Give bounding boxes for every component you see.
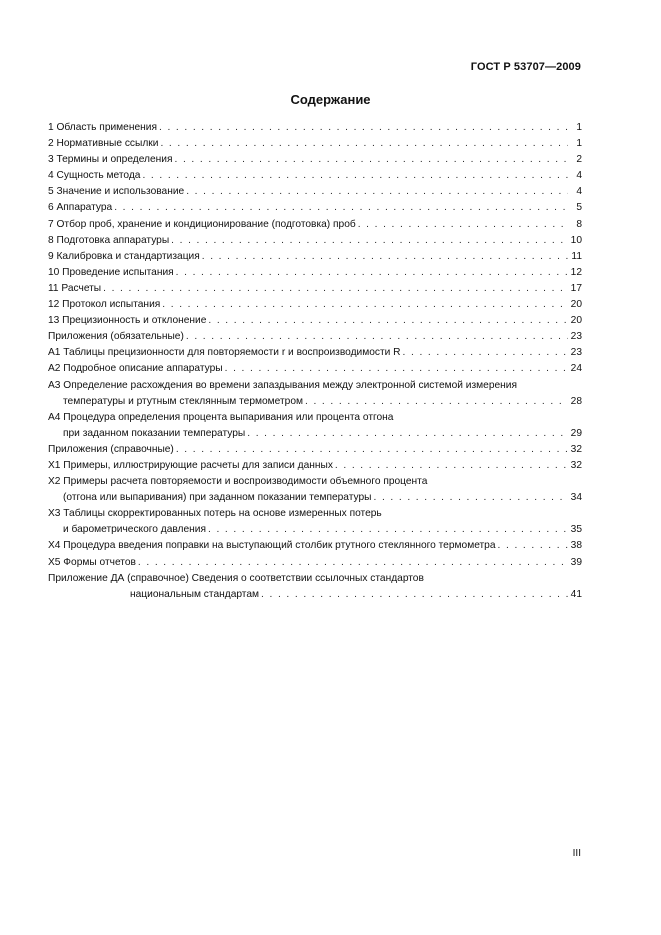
toc-leader-dots (373, 490, 568, 506)
toc-entry[interactable] (48, 538, 582, 554)
toc-leader-dots (160, 136, 568, 152)
toc-entry-page: 4 (576, 170, 582, 182)
toc-entry[interactable] (48, 378, 582, 410)
toc-leader-dots (202, 249, 568, 265)
toc-entry-title-continuation: температуры и ртутным стеклянным термометром (63, 395, 304, 407)
toc-entry-page: 38 (570, 540, 582, 552)
toc-entry-title: 11 Расчеты (48, 282, 102, 294)
toc-leader-dots (305, 394, 568, 410)
toc-leader-dots (335, 458, 568, 474)
toc-entry[interactable] (48, 281, 582, 297)
toc-entry[interactable] (48, 249, 582, 265)
toc-entry-title: 8 Подготовка аппаратуры (48, 234, 170, 246)
toc-entry[interactable] (48, 136, 582, 152)
toc-leader-dots (261, 587, 568, 603)
toc-entry-title: Х5 Формы отчетов (48, 556, 136, 568)
toc-entry[interactable] (48, 345, 582, 361)
toc-leader-dots (186, 184, 568, 200)
toc-leader-dots (176, 265, 568, 281)
toc-leader-dots (159, 120, 568, 136)
toc-entry-title-first-line: Х3 Таблицы скорректированных потерь на основе измеренных потерь (48, 508, 382, 520)
toc-entry-page: 10 (570, 234, 582, 246)
page-number: III (572, 848, 581, 859)
toc-leader-dots (176, 442, 568, 458)
toc-entry-page: 20 (570, 315, 582, 327)
toc-entry[interactable] (48, 313, 582, 329)
toc-entry[interactable] (48, 571, 582, 603)
toc-entry-page: 24 (570, 363, 582, 375)
toc-leader-dots (247, 426, 568, 442)
toc-leader-dots (208, 313, 568, 329)
toc-entry-title-first-line: А4 Процедура определения процента выпаривания или процента отгона (48, 411, 394, 423)
toc-entry-page: 32 (570, 459, 582, 471)
toc-leader-dots (142, 168, 568, 184)
toc-entry[interactable] (48, 442, 582, 458)
toc-entry[interactable] (48, 458, 582, 474)
toc-entry-page: 1 (576, 138, 582, 150)
toc-entry[interactable] (48, 184, 582, 200)
toc-entry-page: 34 (570, 492, 582, 504)
toc-entry[interactable] (48, 120, 582, 136)
toc-entry[interactable] (48, 297, 582, 313)
toc-entry-page: 39 (570, 556, 582, 568)
toc-entry-page: 4 (576, 186, 582, 198)
toc-entry-page: 11 (571, 250, 582, 262)
toc-leader-dots (186, 329, 568, 345)
toc-entry-title-continuation: (отгона или выпаривания) при заданном показании температуры (63, 492, 372, 504)
toc-entry[interactable] (48, 361, 582, 377)
toc-entry-page: 5 (576, 202, 582, 214)
toc-entry-page: 17 (570, 282, 582, 294)
toc-entry[interactable] (48, 474, 582, 506)
toc-entry[interactable] (48, 152, 582, 168)
toc-leader-dots (103, 281, 568, 297)
toc-entry-title-continuation: и барометрического давления (63, 524, 206, 536)
toc-entry-title: 1 Область применения (48, 122, 157, 133)
toc-entry-title: Х4 Процедура введения поправки на выступающий столбик ртутного стеклянного термометра (48, 540, 496, 552)
toc-entry[interactable] (48, 168, 582, 184)
toc-entry[interactable] (48, 329, 582, 345)
toc-leader-dots (403, 345, 568, 361)
toc-leader-dots (114, 200, 568, 216)
toc-entry-title: Х1 Примеры, иллюстрирующие расчеты для записи данных (48, 459, 333, 471)
toc-entry-page: 41 (570, 588, 582, 600)
toc-entry-page: 8 (576, 218, 582, 230)
toc-leader-dots (358, 217, 568, 233)
toc-entry-title: 2 Нормативные ссылки (48, 138, 159, 150)
toc-entry-page: 29 (570, 427, 582, 439)
toc-entry-title: 5 Значение и использование (48, 186, 185, 198)
toc-entry-title: 7 Отбор проб, хранение и кондиционирование (подготовка) проб (48, 218, 356, 230)
toc-entry-page: 23 (570, 347, 582, 359)
toc-entry-page: 23 (570, 331, 582, 343)
toc-entry-title: А1 Таблицы прецизионности для повторяемости r и воспроизводимости R (48, 347, 401, 359)
toc-entry[interactable] (48, 200, 582, 216)
toc-entry-title: 4 Сущность метода (48, 170, 141, 182)
table-of-contents (48, 120, 582, 603)
toc-entry-title: Приложения (справочные) (48, 443, 174, 455)
page-title: Содержание (290, 92, 371, 107)
toc-entry-page: 32 (570, 443, 582, 455)
document-code: ГОСТ Р 53707—2009 (470, 61, 581, 73)
toc-entry-title: 10 Проведение испытания (48, 266, 174, 278)
toc-entry-title: 3 Термины и определения (48, 154, 173, 166)
toc-entry-title-continuation: национальным стандартам (130, 588, 260, 600)
toc-entry-title: 13 Прецизионность и отклонение (48, 315, 207, 327)
toc-entry-title-continuation: при заданном показании температуры (63, 427, 246, 439)
toc-entry-title-first-line: Х2 Примеры расчета повторяемости и воспроизводимости объемного процента (48, 476, 428, 488)
toc-entry[interactable] (48, 506, 582, 538)
toc-entry-page: 20 (570, 299, 582, 311)
toc-entry[interactable] (48, 233, 582, 249)
toc-entry-title-first-line: А3 Определение расхождения во времени запаздывания между электронной системой измерения (48, 379, 517, 391)
toc-entry[interactable] (48, 555, 582, 571)
toc-entry-page: 12 (570, 266, 582, 278)
toc-entry[interactable] (48, 410, 582, 442)
toc-leader-dots (162, 297, 568, 313)
toc-leader-dots (498, 538, 568, 554)
toc-leader-dots (138, 555, 568, 571)
toc-leader-dots (174, 152, 568, 168)
toc-leader-dots (208, 522, 568, 538)
toc-leader-dots (171, 233, 568, 249)
toc-entry[interactable] (48, 265, 582, 281)
toc-entry-title: 12 Протокол испытания (48, 299, 161, 311)
toc-entry-page: 28 (570, 395, 582, 407)
toc-entry[interactable] (48, 217, 582, 233)
toc-entry-title: Приложения (обязательные) (48, 331, 184, 343)
toc-leader-dots (225, 361, 568, 377)
toc-entry-title: 9 Калибровка и стандартизация (48, 250, 200, 262)
toc-entry-title: А2 Подробное описание аппаратуры (48, 363, 223, 375)
toc-entry-page: 2 (576, 154, 582, 166)
toc-entry-title: 6 Аппаратура (48, 202, 113, 214)
toc-entry-page: 35 (570, 524, 582, 536)
toc-entry-title-first-line: Приложение ДА (справочное) Сведения о соответствии ссылочных стандартов (48, 572, 424, 584)
toc-entry-page: 1 (576, 122, 582, 133)
